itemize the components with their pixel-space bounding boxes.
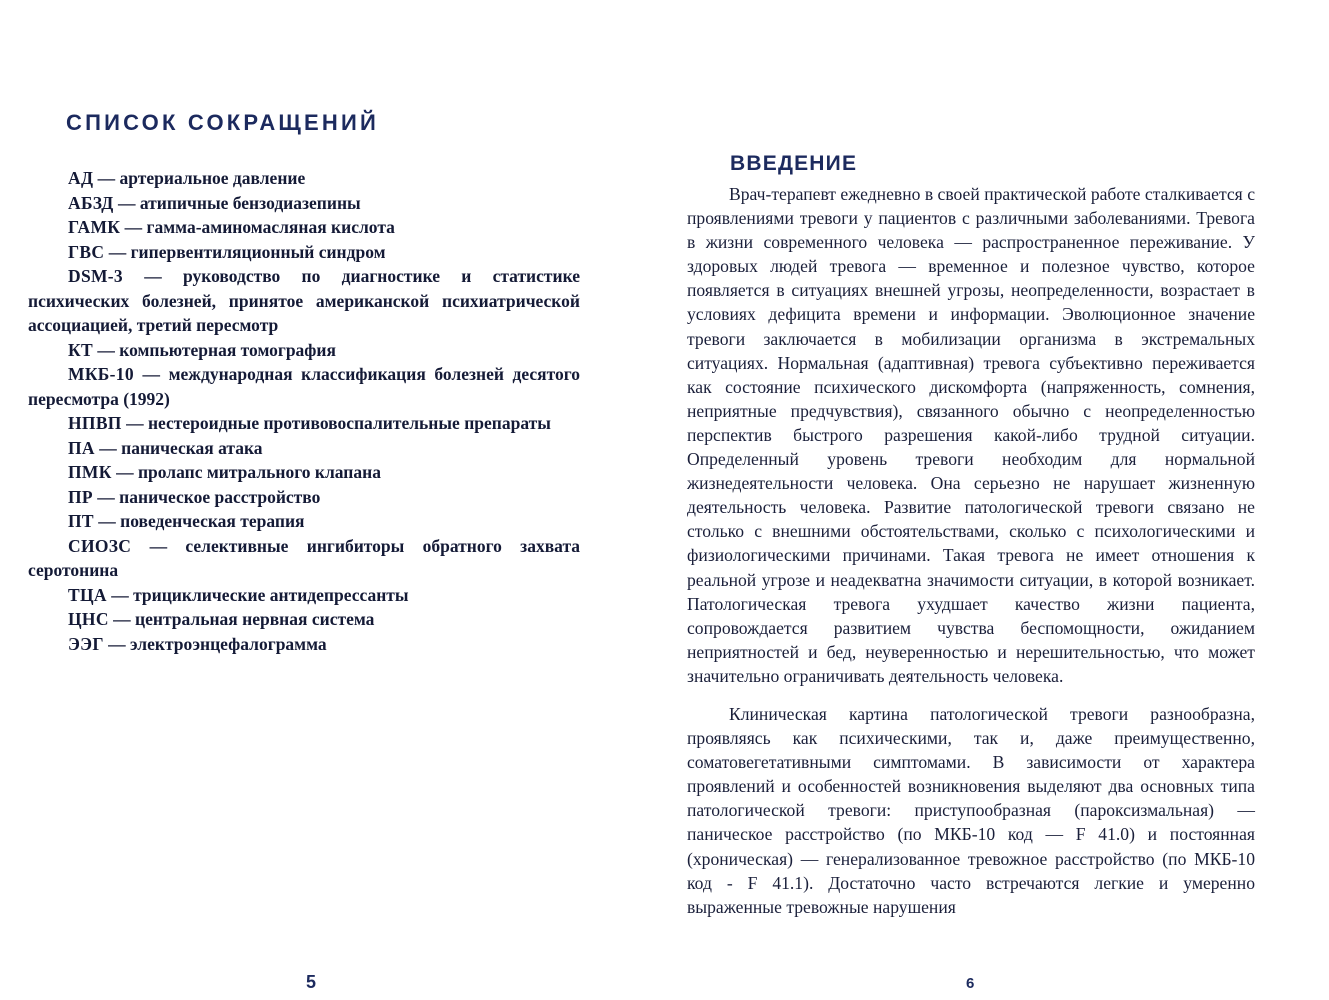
abbreviation-definition: артериальное давление bbox=[119, 168, 306, 188]
introduction-body bbox=[687, 182, 1255, 919]
abbreviation-item: DSM-3 — руководство по диагностике и статистике психических болезней, принятое американской психиатрической ассоциацией, третий пересмотр bbox=[28, 266, 581, 335]
abbreviation-definition: гамма-аминомасляная кислота bbox=[146, 217, 395, 237]
abbreviation-item: АД — артериальное давление bbox=[68, 168, 306, 188]
page-number: 5 bbox=[306, 972, 317, 992]
abbreviation-item: ГАМК — гамма-аминомасляная кислота bbox=[68, 217, 395, 237]
abbreviation-term: АД bbox=[68, 168, 94, 188]
abbreviation-term: ПР bbox=[68, 486, 93, 507]
abbreviation-item: ТЦА — трициклические антидепрессанты bbox=[68, 584, 409, 605]
abbreviation-term: АБЗД bbox=[68, 192, 114, 213]
abbreviation-term: СИОЗС bbox=[68, 535, 132, 556]
abbreviation-term: НПВП bbox=[68, 413, 122, 433]
abbreviation-term: МКБ-10 bbox=[68, 364, 134, 384]
abbreviation-item: КТ — компьютерная томография bbox=[68, 339, 336, 360]
abbreviation-term: ПМК bbox=[68, 462, 112, 482]
abbreviation-definition: компьютерная томография bbox=[119, 339, 336, 360]
abbreviation-definition: руководство по диагностике и статистике психических болезней, принятое американской психиатрической ассоциацией, третий пересмотр bbox=[28, 266, 581, 335]
paragraph: Клиническая картина патологической тревоги разнообразна, проявляясь как психическими, так и, даже преимущественно, соматовегетативными симптомами. В зависимости от характера проявлений и особенностей возникновения выделяют два основных типа патологической тревоги: приступообразная (пароксизмальная) — паническое расстройство (по МКБ-10 код — F 41.0) и постоянная (хроническая) — генерализованное тревожное расстройство (по МКБ-10 код - F 41.1). Достаточно часто встречаются легкие и умеренно выраженные тревожные нарушения bbox=[687, 703, 1255, 917]
abbreviation-item: ПТ — поведенческая терапия bbox=[68, 511, 305, 531]
abbreviation-item: ЦНС — центральная нервная система bbox=[68, 609, 375, 629]
abbreviation-definition: международная классификация болезней десятого пересмотра (1992) bbox=[28, 364, 580, 409]
abbreviation-item: АБЗД — атипичные бензодиазепины bbox=[68, 192, 361, 213]
abbreviation-definition: трициклические антидепрессанты bbox=[133, 584, 409, 605]
abbreviation-item: МКБ-10 — международная классификация болезней десятого пересмотра (1992) bbox=[28, 364, 580, 409]
introduction-heading: ВВЕДЕНИЕ bbox=[730, 152, 858, 175]
abbreviations-list bbox=[28, 166, 580, 656]
abbreviation-term: ГВС bbox=[68, 241, 105, 262]
paragraph: Врач-терапевт ежедневно в своей практической работе сталкивается с проявлениями тревоги у пациентов с различными заболеваниями. Тревога в жизни современного человека — распространенное переживание. У здоровых людей тревога — временное и полезное чувство, которое появляется в ситуациях внешней угрозы, неопределенности, возрастает в условиях дефицита времени и информации. Эволюционное значение тревоги заключается в мобилизации организма в экстремальных ситуациях. Нормальная (адаптивная) тревога субъективно переживается как состояние психического дискомфорта (напряженность, сомнения, неприятные предчувствия), связанного обычно с неопределенностью перспектив быстрого разрешения какой-либо трудной ситуации. Определенный уровень тревоги необходим для нормальной жизнедеятельности человека. Она серьезно не нарушает жизненную деятельность человека. Развитие патологической тревоги связано не столько с внешними обстоятельствами, сколько с психологическими и физиологическими причинами. Такая тревога не имеет отношения к реальной угрозе и неадекватна значимости ситуации, в которой возникает. Патологическая тревога ухудшает качество жизни пациента, сопровождается развитием чувства беспомощности, ожиданием неприятностей и бед, неуверенностью и нерешительностью, что может значительно ограничивать деятельность человека. bbox=[687, 184, 1255, 686]
abbreviation-definition: поведенческая терапия bbox=[120, 511, 305, 531]
abbreviation-definition: электроэнцефалограмма bbox=[130, 633, 327, 654]
abbreviations-heading: СПИСОК СОКРАЩЕНИЙ bbox=[66, 110, 380, 135]
abbreviation-term: ГАМК bbox=[68, 217, 121, 237]
abbreviation-term: ЦНС bbox=[68, 609, 109, 629]
abbreviation-term: ТЦА bbox=[68, 584, 107, 605]
abbreviation-item: ПР — паническое расстройство bbox=[68, 486, 321, 507]
page-number: 6 bbox=[966, 975, 975, 992]
abbreviation-definition: паническое расстройство bbox=[119, 486, 321, 507]
abbreviation-definition: паническая атака bbox=[121, 437, 263, 458]
abbreviation-item: НПВП — нестероидные противовоспалительные препараты bbox=[68, 413, 551, 433]
abbreviation-definition: нестероидные противовоспалительные препараты bbox=[147, 413, 551, 433]
abbreviation-term: ПА bbox=[68, 437, 95, 458]
abbreviation-item: ГВС — гипервентиляционный синдром bbox=[68, 241, 386, 262]
abbreviation-definition: центральная нервная система bbox=[135, 609, 375, 629]
abbreviation-term: КТ bbox=[68, 339, 93, 360]
abbreviation-term: ПТ bbox=[68, 511, 94, 531]
abbreviation-term: DSM-3 bbox=[68, 266, 123, 286]
abbreviation-term: ЭЭГ bbox=[68, 633, 104, 654]
abbreviation-item: ЭЭГ — электроэнцефалограмма bbox=[68, 633, 327, 654]
abbreviation-item: СИОЗС — селективные ингибиторы обратного захвата серотонина bbox=[28, 535, 580, 580]
left-page bbox=[0, 0, 660, 1000]
abbreviation-definition: селективные ингибиторы обратного захвата серотонина bbox=[28, 535, 580, 580]
abbreviation-definition: пролапс митрального клапана bbox=[137, 462, 381, 482]
abbreviation-definition: атипичные бензодиазепины bbox=[139, 192, 361, 213]
abbreviation-item: ПМК — пролапс митрального клапана bbox=[68, 462, 381, 482]
right-page bbox=[664, 0, 1329, 1000]
abbreviation-item: ПА — паническая атака bbox=[68, 437, 263, 458]
abbreviation-definition: гипервентиляционный синдром bbox=[130, 241, 386, 262]
